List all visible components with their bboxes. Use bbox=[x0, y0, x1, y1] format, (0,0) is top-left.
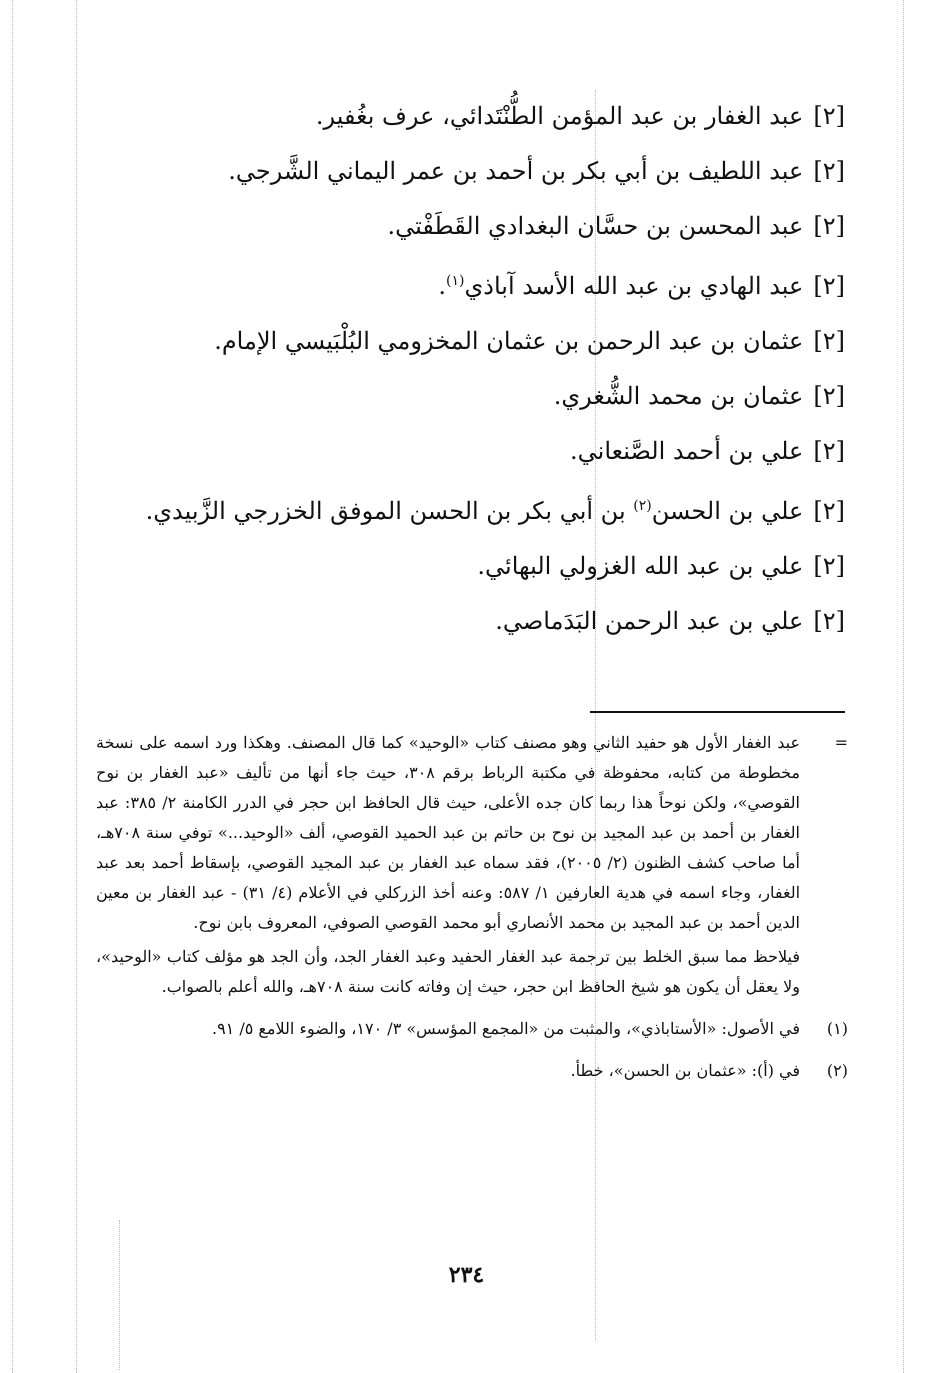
entry-text: عثمان بن عبد الرحمن بن عثمان المخزومي البُلْبَيسي الإمام. bbox=[214, 327, 804, 355]
list-item bbox=[90, 261, 845, 306]
entry-marker: [٢] bbox=[813, 327, 845, 355]
scan-dotted-line bbox=[903, 0, 904, 1373]
footnote-ref: (٢) bbox=[633, 498, 652, 514]
footnote-paragraph: فيلاحظ مما سبق الخلط بين ترجمة عبد الغفار الحفيد وعبد الغفار الجد، وأن الجد هو مؤلف كتاب «الوحيد»، ولا يعقل أن يكون هو شيخ الحافظ ابن حجر، حيث إن وفاته كانت سنة ٧٠٨هـ، والله أعلم بالصواب. bbox=[96, 947, 800, 996]
entry-text: عبد اللطيف بن أبي بكر بن أحمد بن عمر اليماني الشَّرجي. bbox=[228, 157, 804, 185]
footnote-text: في (أ): «عثمان بن الحسن»، خطأ. bbox=[570, 1061, 800, 1080]
entry-marker: [٢] bbox=[813, 382, 845, 410]
entry-text: علي بن عبد الله الغزولي البهائي. bbox=[477, 552, 804, 580]
footnote-body bbox=[96, 1056, 800, 1090]
entry-text: عثمان بن محمد الشُّغري. bbox=[553, 382, 804, 410]
entry-text: علي بن الحسن bbox=[651, 497, 804, 525]
entry-text: عبد الغفار بن عبد المؤمن الطُّنْتَدائي، عرف بغُفير. bbox=[315, 102, 804, 130]
footnote-ref: (١) bbox=[446, 273, 465, 289]
footnotes-section bbox=[96, 728, 848, 1098]
list-item bbox=[90, 546, 845, 586]
entry-text-after: . bbox=[438, 272, 447, 300]
page-number: ٢٣٤ bbox=[448, 1262, 485, 1288]
entry-text: علي بن أحمد الصَّنعاني. bbox=[570, 437, 804, 465]
entry-marker: [٢] bbox=[813, 157, 845, 185]
continuation-marker: = bbox=[834, 733, 848, 752]
footnote-1 bbox=[96, 1014, 848, 1048]
list-item bbox=[90, 96, 845, 136]
entry-marker: [٢] bbox=[813, 212, 845, 240]
footnote-body bbox=[96, 1014, 800, 1048]
footnote-marker: (١) bbox=[826, 1019, 848, 1038]
biography-list bbox=[90, 96, 845, 656]
footnote-body bbox=[96, 728, 800, 1006]
entry-text: عبد المحسن بن حسَّان البغدادي القَطَفْتي. bbox=[387, 212, 804, 240]
list-item bbox=[90, 601, 845, 641]
entry-marker: [٢] bbox=[813, 437, 845, 465]
footnote-separator bbox=[590, 711, 845, 713]
list-item bbox=[90, 376, 845, 416]
continued-footnote bbox=[96, 728, 848, 1006]
list-item bbox=[90, 321, 845, 361]
list-item bbox=[90, 431, 845, 471]
scan-dotted-line bbox=[12, 0, 13, 1373]
entry-text: علي بن عبد الرحمن البَدَماصي. bbox=[495, 607, 804, 635]
entry-marker: [٢] bbox=[813, 497, 845, 525]
entry-marker: [٢] bbox=[813, 607, 845, 635]
footnote-2 bbox=[96, 1056, 848, 1090]
list-item bbox=[90, 151, 845, 191]
entry-text-after: بن أبي بكر بن الحسن الموفق الخزرجي الزَّبيدي. bbox=[145, 497, 634, 525]
footnote-paragraph: عبد الغفار الأول هو حفيد الثاني وهو مصنف كتاب «الوحيد» كما قال المصنف. وهكذا ورد اسمه على نسخة مخطوطة من كتابه، محفوظة في مكتبة الرباط برقم ٣٠٨، حيث جاء أنها من تأليف «عبد الغفار بن نوح القوصي»، ولكن نوحاً هذا ربما كان جده الأعلى، حيث قال الحافظ ابن حجر في الدرر الكامنة ٢/ ٣٨٥: عبد الغفار بن أحمد بن عبد المجيد بن نوح بن حاتم بن عبد الحميد القوصي، ألف «الوحيد...» توفي سنة ٧٠٨هـ، أما صاحب كشف الظنون (٢/ ٢٠٠٥)، فقد سماه عبد الغفار بن عبد المجيد القوصي، بإسقاط أحمد بعد عبد الغفار، وجاء اسمه في هدية العارفين ١/ ٥٨٧: وعنه أخذ الزركلي في الأعلام (٤/ ٣١) - عبد الغفار بن معين الدين أحمد بن عبد المجيد بن محمد الأنصاري أبو محمد القوصي الصوفي، المعروف بابن نوح. bbox=[96, 733, 801, 932]
footnote-marker: (٢) bbox=[826, 1061, 848, 1080]
footnote-text: في الأصول: «الأستاباذي»، والمثبت من «المجمع المؤسس» ٣/ ١٧٠، والضوء اللامع ٥/ ٩١. bbox=[211, 1019, 800, 1038]
entry-marker: [٢] bbox=[813, 552, 845, 580]
scan-dotted-line bbox=[119, 1220, 120, 1370]
entry-marker: [٢] bbox=[813, 272, 845, 300]
list-item bbox=[90, 206, 845, 246]
scan-dotted-line bbox=[76, 0, 77, 1373]
list-item bbox=[90, 486, 845, 531]
entry-marker: [٢] bbox=[813, 102, 845, 130]
entry-text: عبد الهادي بن عبد الله الأسد آباذي bbox=[464, 272, 804, 300]
